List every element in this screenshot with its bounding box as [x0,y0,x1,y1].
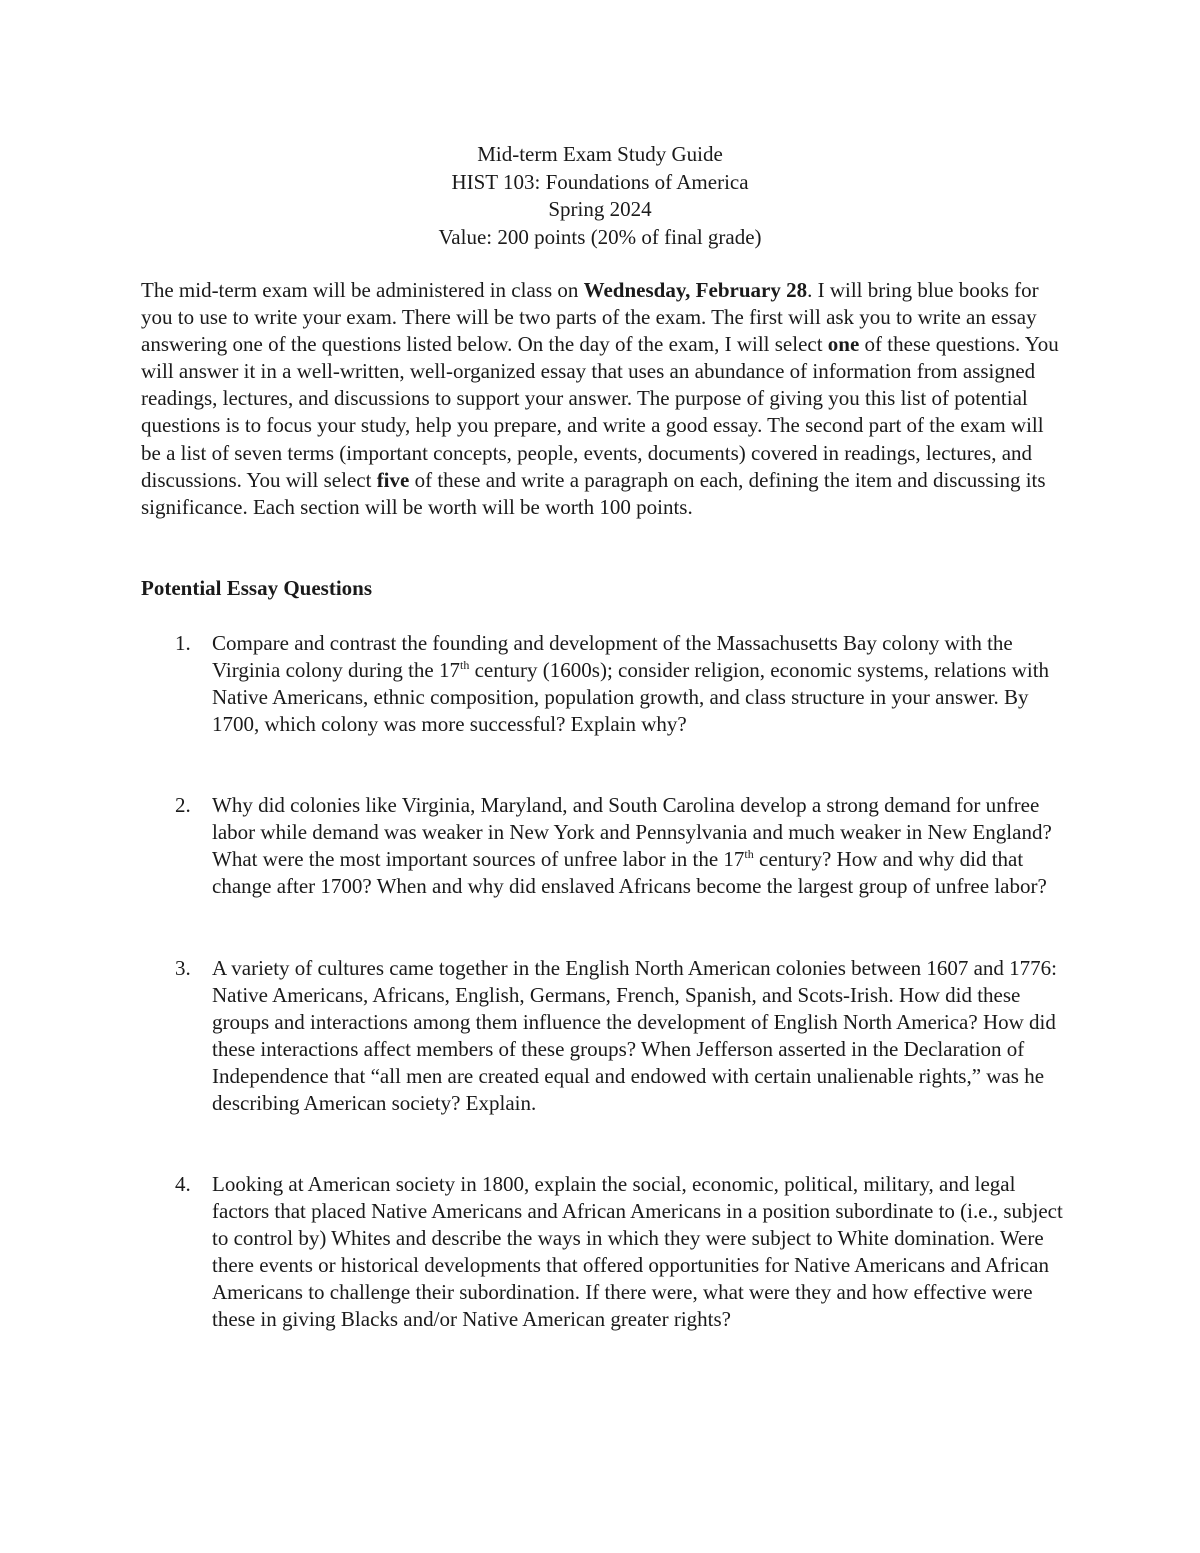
ordinal-suffix: th [459,658,470,672]
essay-count: one [827,332,860,357]
section-heading: Potential Essay Questions [141,576,373,600]
document-header [0,141,1200,251]
question-number: 4. [175,1172,191,1196]
question-text: Looking at American society in 1800, explain the social, economic, political, military, and legal factors that placed Native Americans and African Americans in a position subordinate to (i.e., subject to control by) Whites and describe the ways in which they were subject to White domination. Were there events or historical developments that offered opportunities for Native Americans and African Americans to challenge their subordination. If there were, what were they and how effective were these in giving Blacks and/or Native American greater rights? [212,1172,1063,1331]
intro-text-3: of these questions. You will answer it in a well-written, well-organized essay that uses an abundance of information from assigned readings, lectures, and discussions to support your answer. The purpose of giving you this list of potential questions is to focus your study, help you prepare, and write a good essay. The second part of the exam will be a list of seven terms (important concepts, people, events, documents) covered in readings, lectures, and discussions. You will select [141,332,1059,492]
question-text [212,630,1066,738]
question-text: A variety of cultures came together in the English North American colonies between 1607 and 1776: Native Americans, Africans, English, Germans, French, Spanish, and Scots-Irish. How did these groups and interactions among them influence the development of English North America? How did these interactions affect members of these groups? When Jefferson asserted in the Declaration of Independence that “all men are created equal and endowed with certain unalienable rights,” was he describing American society? Explain. [212,956,1058,1115]
course-name: HIST 103: Foundations of America [451,169,749,194]
question-text-part: century (1600s); consider religion, economic systems, relations with Native Americans, ethnic composition, population growth, and class structure in your answer. By 1700, which colony was more successful? Explain why? [212,658,1050,736]
intro-text-1: The mid-term exam will be administered in class on [141,278,584,302]
question-number: 2. [175,793,191,817]
ordinal-suffix: th [744,847,754,861]
exam-date: Wednesday, February 28 [583,278,808,302]
question-text-part: century? How and why did that change after 1700? When and why did enslaved Africans become the largest group of unfree labor? [212,847,1047,898]
question-text-part: Why did colonies like Virginia, Maryland, and South Carolina develop a strong demand for unfree labor while demand was weaker in New York and Pennsylvania and much weaker in New England? What were the most important sources of unfree labor in the 17 [212,793,1052,871]
term-count: five [376,467,410,492]
question-text [212,792,1066,900]
essay-question [141,1171,1066,1333]
essay-question [141,955,1066,1117]
question-number: 3. [175,956,191,980]
intro-text-2: . I will bring blue books for you to use to write your exam. There will be two parts of the exam. The first will ask you to write an essay answering one of the questions listed below. On the day of the exam, I will select [141,278,1039,357]
essay-question [141,792,1066,900]
document-title: Mid-term Exam Study Guide [477,142,723,166]
term: Spring 2024 [548,197,652,221]
exam-value: Value: 200 points (20% of final grade) [438,224,762,249]
question-text-part: Compare and contrast the founding and development of the Massachusetts Bay colony with the Virginia colony during the 17 [212,631,1013,682]
essay-question [141,630,1066,738]
intro-paragraph [141,277,1066,521]
intro-text-4: of these and write a paragraph on each, defining the item and discussing its significance. Each section will be worth will be worth 100 points. [141,467,1046,519]
question-number: 1. [175,631,191,655]
